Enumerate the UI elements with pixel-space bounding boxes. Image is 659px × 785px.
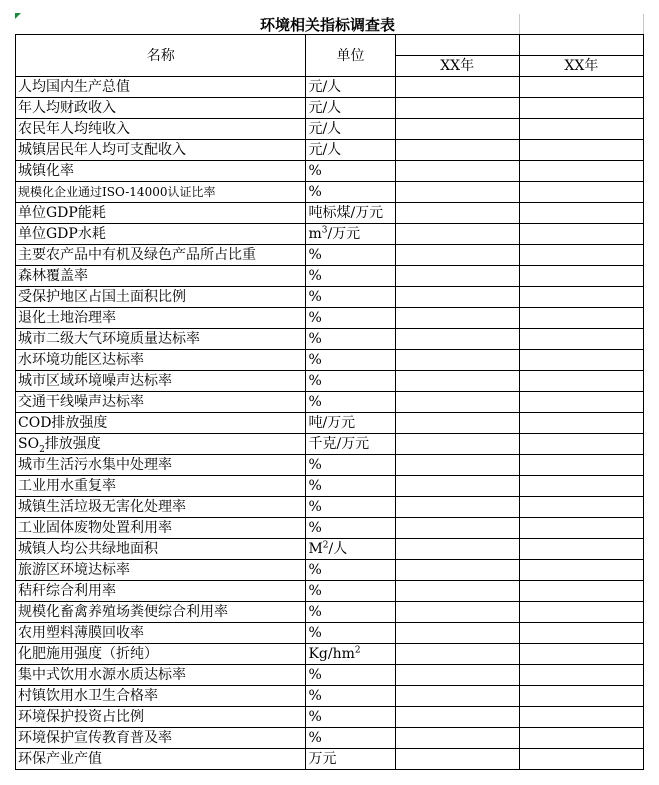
unit-cell[interactable]: %: [306, 560, 395, 581]
value-cell[interactable]: [395, 455, 519, 476]
value-cell[interactable]: [519, 413, 643, 434]
indicator-name-cell[interactable]: 环境保护投资占比例: [16, 707, 306, 728]
value-cell[interactable]: [395, 749, 519, 770]
value-cell[interactable]: [519, 371, 643, 392]
unit-cell[interactable]: %: [306, 182, 395, 203]
table-row: [16, 623, 644, 644]
table-row: [16, 287, 644, 308]
table-row: [16, 119, 644, 140]
unit-cell[interactable]: %: [306, 371, 395, 392]
indicator-name-cell[interactable]: 环保产业产值: [16, 749, 306, 770]
value-cell[interactable]: [395, 623, 519, 644]
table-row: [16, 644, 644, 665]
unit-cell[interactable]: %: [306, 329, 395, 350]
unit-cell[interactable]: %: [306, 686, 395, 707]
indicator-name-cell[interactable]: 农用塑料薄膜回收率: [16, 623, 306, 644]
value-cell[interactable]: [395, 266, 519, 287]
unit-cell[interactable]: %: [306, 350, 395, 371]
indicator-name-cell[interactable]: 城镇生活垃圾无害化处理率: [16, 497, 306, 518]
indicator-name-cell[interactable]: 旅游区环境达标率: [16, 560, 306, 581]
table-row: [16, 245, 644, 266]
unit-cell[interactable]: %: [306, 392, 395, 413]
value-cell[interactable]: [395, 518, 519, 539]
indicator-name-cell[interactable]: 规模化畜禽养殖场粪便综合利用率: [16, 602, 306, 623]
value-cell[interactable]: [519, 224, 643, 245]
table-row: [16, 224, 644, 245]
value-cell[interactable]: [519, 434, 643, 455]
indicator-name-cell[interactable]: 工业用水重复率: [16, 476, 306, 497]
value-cell[interactable]: [519, 707, 643, 728]
indicator-name-cell[interactable]: COD排放强度: [16, 413, 306, 434]
value-cell[interactable]: [395, 602, 519, 623]
value-cell[interactable]: [519, 77, 643, 98]
header-unit: 单位: [306, 35, 395, 77]
table-row: [16, 182, 644, 203]
indicator-name-cell[interactable]: 城市生活污水集中处理率: [16, 455, 306, 476]
table-row: [16, 203, 644, 224]
unit-cell[interactable]: %: [306, 287, 395, 308]
unit-cell[interactable]: %: [306, 665, 395, 686]
table-row: [16, 497, 644, 518]
unit-cell[interactable]: %: [306, 476, 395, 497]
indicator-name-cell[interactable]: 规模化企业通过ISO-14000认证比率: [16, 182, 306, 203]
value-cell[interactable]: [395, 350, 519, 371]
table-row: [16, 728, 644, 749]
value-cell[interactable]: [395, 371, 519, 392]
table-row: [16, 266, 644, 287]
indicator-name-cell[interactable]: 受保护地区占国土面积比例: [16, 287, 306, 308]
unit-cell[interactable]: $M^2/$人: [306, 539, 395, 560]
table-row: [16, 434, 644, 455]
value-cell[interactable]: [395, 119, 519, 140]
unit-cell[interactable]: 吨标煤/万元: [306, 203, 395, 224]
value-cell[interactable]: [519, 518, 643, 539]
indicator-name-cell[interactable]: 村镇饮用水卫生合格率: [16, 686, 306, 707]
value-cell[interactable]: [519, 98, 643, 119]
unit-cell[interactable]: %: [306, 266, 395, 287]
value-cell[interactable]: [395, 77, 519, 98]
indicator-name-cell[interactable]: 工业固体废物处置利用率: [16, 518, 306, 539]
table-row: [16, 161, 644, 182]
value-cell[interactable]: [395, 728, 519, 749]
value-cell[interactable]: [519, 329, 643, 350]
header-year-1[interactable]: XX年: [395, 56, 519, 77]
value-cell[interactable]: [395, 140, 519, 161]
indicator-name-cell[interactable]: 单位GDP水耗: [16, 224, 306, 245]
header-blank-cell[interactable]: [395, 35, 519, 56]
unit-cell[interactable]: %: [306, 707, 395, 728]
indicator-name-cell[interactable]: 单位GDP能耗: [16, 203, 306, 224]
indicator-name-cell[interactable]: 森林覆盖率: [16, 266, 306, 287]
indicator-name-cell[interactable]: 城镇居民年人均可支配收入: [16, 140, 306, 161]
table-row: [16, 686, 644, 707]
value-cell[interactable]: [519, 686, 643, 707]
table-row: [16, 455, 644, 476]
unit-cell[interactable]: $m^3/$万元: [306, 224, 395, 245]
value-cell[interactable]: [519, 623, 643, 644]
unit-cell[interactable]: 元/人: [306, 140, 395, 161]
value-cell[interactable]: [395, 182, 519, 203]
unit-cell[interactable]: %: [306, 497, 395, 518]
indicator-name-cell[interactable]: 城镇化率: [16, 161, 306, 182]
value-cell[interactable]: [395, 329, 519, 350]
value-cell[interactable]: [519, 161, 643, 182]
indicator-name-cell[interactable]: 化肥施用强度（折纯）: [16, 644, 306, 665]
value-cell[interactable]: [519, 644, 643, 665]
table-row: [16, 539, 644, 560]
indicator-name-cell[interactable]: 农民年人均纯收入: [16, 119, 306, 140]
table-row: [16, 140, 644, 161]
indicator-name-cell[interactable]: 退化土地治理率: [16, 308, 306, 329]
table-row: [16, 476, 644, 497]
value-cell[interactable]: [395, 413, 519, 434]
value-cell[interactable]: [519, 350, 643, 371]
value-cell[interactable]: [519, 728, 643, 749]
unit-cell[interactable]: 元/人: [306, 98, 395, 119]
unit-cell[interactable]: 千克/万元: [306, 434, 395, 455]
table-row: [16, 392, 644, 413]
value-cell[interactable]: [519, 308, 643, 329]
table-row: [16, 350, 644, 371]
value-cell[interactable]: [519, 182, 643, 203]
unit-cell[interactable]: %: [306, 728, 395, 749]
table-row: [16, 602, 644, 623]
table-row: [16, 77, 644, 98]
indicator-name-cell[interactable]: 城市区域环境噪声达标率: [16, 371, 306, 392]
value-cell[interactable]: [519, 455, 643, 476]
value-cell[interactable]: [519, 266, 643, 287]
table-row: [16, 413, 644, 434]
indicator-name-cell[interactable]: 城市二级大气环境质量达标率: [16, 329, 306, 350]
unit-cell[interactable]: $Kg/hm^2$: [306, 644, 395, 665]
indicator-table: [15, 34, 644, 770]
indicator-name-cell[interactable]: 年人均财政收入: [16, 98, 306, 119]
value-cell[interactable]: [395, 203, 519, 224]
value-cell[interactable]: [395, 686, 519, 707]
indicator-name-cell[interactable]: 主要农产品中有机及绿色产品所占比重: [16, 245, 306, 266]
indicator-name-cell[interactable]: 交通干线噪声达标率: [16, 392, 306, 413]
table-row: [16, 665, 644, 686]
unit-cell[interactable]: %: [306, 581, 395, 602]
unit-cell[interactable]: 万元: [306, 749, 395, 770]
unit-cell[interactable]: 元/人: [306, 119, 395, 140]
table-row: [16, 308, 644, 329]
unit-cell[interactable]: 元/人: [306, 77, 395, 98]
value-cell[interactable]: [395, 224, 519, 245]
indicator-name-cell[interactable]: 秸秆综合利用率: [16, 581, 306, 602]
header-name: 名称: [16, 35, 306, 77]
value-cell[interactable]: [395, 581, 519, 602]
value-cell[interactable]: [519, 287, 643, 308]
table-row: [16, 371, 644, 392]
value-cell[interactable]: [395, 665, 519, 686]
indicator-name-cell[interactable]: $SO_2$排放强度: [16, 434, 306, 455]
unit-cell[interactable]: %: [306, 602, 395, 623]
title-row-gridlines: [395, 14, 644, 34]
value-cell[interactable]: [395, 98, 519, 119]
value-cell[interactable]: [519, 497, 643, 518]
value-cell[interactable]: [395, 161, 519, 182]
unit-cell[interactable]: %: [306, 161, 395, 182]
indicator-name-cell[interactable]: 人均国内生产总值: [16, 77, 306, 98]
table-row: [16, 707, 644, 728]
value-cell[interactable]: [395, 497, 519, 518]
header-row: [16, 35, 644, 56]
value-cell[interactable]: [395, 392, 519, 413]
table-row: [16, 560, 644, 581]
value-cell[interactable]: [395, 560, 519, 581]
table-row: [16, 581, 644, 602]
value-cell[interactable]: [395, 245, 519, 266]
value-cell[interactable]: [519, 245, 643, 266]
indicator-name-cell[interactable]: 集中式饮用水源水质达标率: [16, 665, 306, 686]
value-cell[interactable]: [519, 749, 643, 770]
value-cell[interactable]: [519, 539, 643, 560]
header-blank-cell[interactable]: [519, 35, 643, 56]
indicator-name-cell[interactable]: 城镇人均公共绿地面积: [16, 539, 306, 560]
value-cell[interactable]: [395, 644, 519, 665]
value-cell[interactable]: [395, 476, 519, 497]
header-year-2[interactable]: XX年: [519, 56, 643, 77]
unit-cell[interactable]: 吨/万元: [306, 413, 395, 434]
value-cell[interactable]: [395, 539, 519, 560]
value-cell[interactable]: [395, 434, 519, 455]
value-cell[interactable]: [519, 476, 643, 497]
table-row: [16, 98, 644, 119]
value-cell[interactable]: [395, 308, 519, 329]
value-cell[interactable]: [519, 560, 643, 581]
value-cell[interactable]: [519, 119, 643, 140]
unit-cell[interactable]: %: [306, 518, 395, 539]
value-cell[interactable]: [519, 140, 643, 161]
table-row: [16, 749, 644, 770]
value-cell[interactable]: [519, 602, 643, 623]
sheet-title: 环境相关指标调查表: [260, 16, 396, 34]
table-row: [16, 518, 644, 539]
indicator-name-cell[interactable]: 环境保护宣传教育普及率: [16, 728, 306, 749]
value-cell[interactable]: [395, 707, 519, 728]
value-cell[interactable]: [519, 203, 643, 224]
unit-cell[interactable]: %: [306, 245, 395, 266]
table-row: [16, 329, 644, 350]
value-cell[interactable]: [519, 392, 643, 413]
value-cell[interactable]: [519, 665, 643, 686]
value-cell[interactable]: [519, 581, 643, 602]
cell-indicator-icon: [15, 13, 21, 19]
indicator-name-cell[interactable]: 水环境功能区达标率: [16, 350, 306, 371]
unit-cell[interactable]: %: [306, 308, 395, 329]
unit-cell[interactable]: %: [306, 455, 395, 476]
unit-cell[interactable]: %: [306, 623, 395, 644]
value-cell[interactable]: [395, 287, 519, 308]
